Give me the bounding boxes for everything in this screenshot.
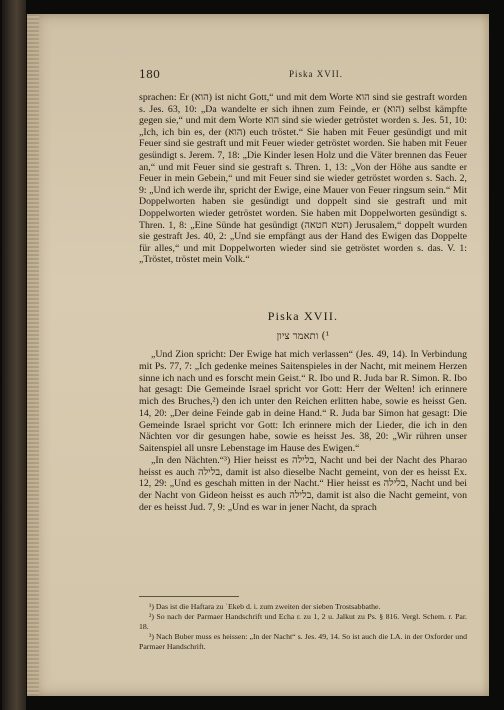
scan-background-edge — [489, 0, 504, 710]
body-text-main — [139, 349, 467, 514]
footnote: ¹) Das ist die Haftara zu ʿEkeb d. i. zum zweiten der sieben Trostsabbathe. — [149, 602, 381, 611]
running-head — [139, 68, 465, 82]
running-title: Piska XVII. — [289, 69, 343, 79]
page-number: 180 — [139, 68, 160, 81]
hebrew-heading: ¹) ותאמר ציון — [276, 331, 330, 342]
footnote: ²) So nach der Parmaer Handschrift und Echa r. zu 1, 2 u. Jalkut zu Ps. § 816. Vergl. Schem. r. Par. 18. — [139, 612, 467, 631]
paragraph: „Und Zion spricht: Der Ewige hat mich verlassen“ (Jes. 49, 14). In Verbindung mit Ps. 77, 7: „Ich gedenke meines Saitenspieles in der Nacht, mit meinem Herzen sinne ich nach und es forscht mein Geist.“ R. Ibo und R. Juda bar R. Simon. R. Ibo hat gesagt: Die Gemeinde Israel spricht vor Gott: Herr der Welten! ich erinnere mich des Bruches,²) den ich unter den Reichen erlitten habe, sowie es heisst Gen. 14, 20: „Der deine Feinde gab in deine Hand.“ R. Juda bar Simon hat gesagt: Die Gemeinde Israel spricht vor Gott: Ich erinnere mich der Lieder, die ich in den Nächten vor dir gesungen habe, sowie es heisst Jes. 38, 20: „Wir rühren unser Saitenspiel all unsre Lebenstage im Hause des Ewigen.“ — [139, 349, 467, 454]
footnote-divider — [139, 596, 239, 597]
page-edges — [27, 14, 39, 696]
section-heading: Piska XVII. — [267, 309, 339, 323]
book-binding — [2, 0, 26, 710]
body-text-top — [139, 92, 467, 266]
paragraph: „In den Nächten.“³) Hier heisst es בלילה, Nacht und bei der Nacht des Pharao heisst es auch בלילה, damit ist also dieselbe Nacht gemeint, von der es heisst Ex. 12, 29: „Und es geschah mitten in der Nacht.“ Hier heisst es בלילה, Nacht und bei der Nacht von Gideon heisst es auch בלילה, damit ist also die Nacht gemeint, von der es heisst Jud. 7, 9: „Und es war in jener Nacht, da sprach — [139, 454, 468, 513]
paragraph: sprachen: Er (הוא) ist nicht Gott,“ und mit dem Worte הוא sind sie gestraft worden s. Jes. 63, 10: „Da wandelte er sich ihnen zum Feinde, er (הוא) selbst kämpfte gegen sie,“ und mit dem Worte הוא sind sie wieder getröstet worden s. Jes. 51, 10: „Ich, ich bin es, der (הוא) euch tröstet.“ Sie haben mit Feuer gesündigt und mit Feuer sind sie gestraft und mit Feuer wieder getröstet worden. Sie haben mit Feuer gesündigt s. Jerem. 7, 18: „Die Kinder lesen Holz und die Väter brennen das Feuer an,“ und mit Feuer sind sie gestraft s. Thren. 1, 13: „Von der Höhe aus sandte er Feuer in mein Gebein,“ und mit Feuer sind sie wieder getröstet worden s. Sach. 2, 9: „Und ich werde ihr, spricht der Ewige, eine Mauer von Feuer ringsum sein.“ Mit Doppelworten haben sie gesündigt und doppelt sind sie gestraft und mit Doppelworten wieder getröstet worden. Sie haben mit Doppelworten gesündigt s. Thren. 1, 8: „Eine Sünde hat gesündigt (חטא חטאה) Jerusalem,“ doppelt wurden sie gestraft Jes. 40, 2: „Und sie empfängt aus der Hand des Ewigen das Doppelte für alles,“ und mit Doppelworten wieder sind sie getröstet worden s. das. V. 1: „Tröstet, tröstet mein Volk.“ — [139, 92, 468, 266]
footnotes — [139, 602, 467, 652]
footnote: ³) Nach Buber muss es heissen: „In der Nacht“ s. Jes. 49, 14. So ist auch die LA. in der Oxforder und Parmaer Handschrift. — [139, 632, 467, 651]
